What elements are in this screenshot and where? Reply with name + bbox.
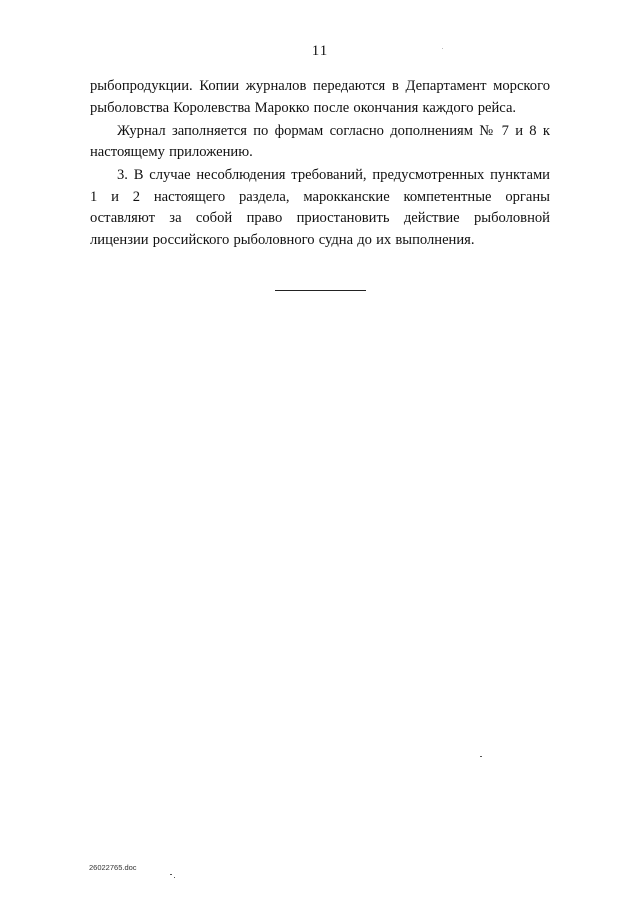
scan-speck [170, 874, 172, 875]
paragraph-section-3: 3. В случае несоблюдения требований, предусмотренных пунктами 1 и 2 настоящего раздела, марокканские компетентные органы оставляют за собой право приостановить действие рыболовной лицензии российского рыболовного судна до их выполнения. [90, 167, 550, 248]
body-text [90, 76, 550, 253]
paragraph-continuation: рыбопродукции. Копии журналов передаются в Департамент морского рыболовства Королевства Марокко после окончания каждого рейса. [90, 78, 550, 116]
end-of-text-rule [275, 290, 366, 291]
scan-speck [174, 877, 175, 878]
paragraph-journal-forms: Журнал заполняется по формам согласно дополнениям № 7 и 8 к настоящему приложению. [90, 122, 550, 160]
scan-speck [442, 48, 443, 49]
document-file-id: 26022765.doc [89, 863, 137, 872]
page-number: 11 [311, 43, 329, 59]
scan-speck [480, 756, 482, 757]
